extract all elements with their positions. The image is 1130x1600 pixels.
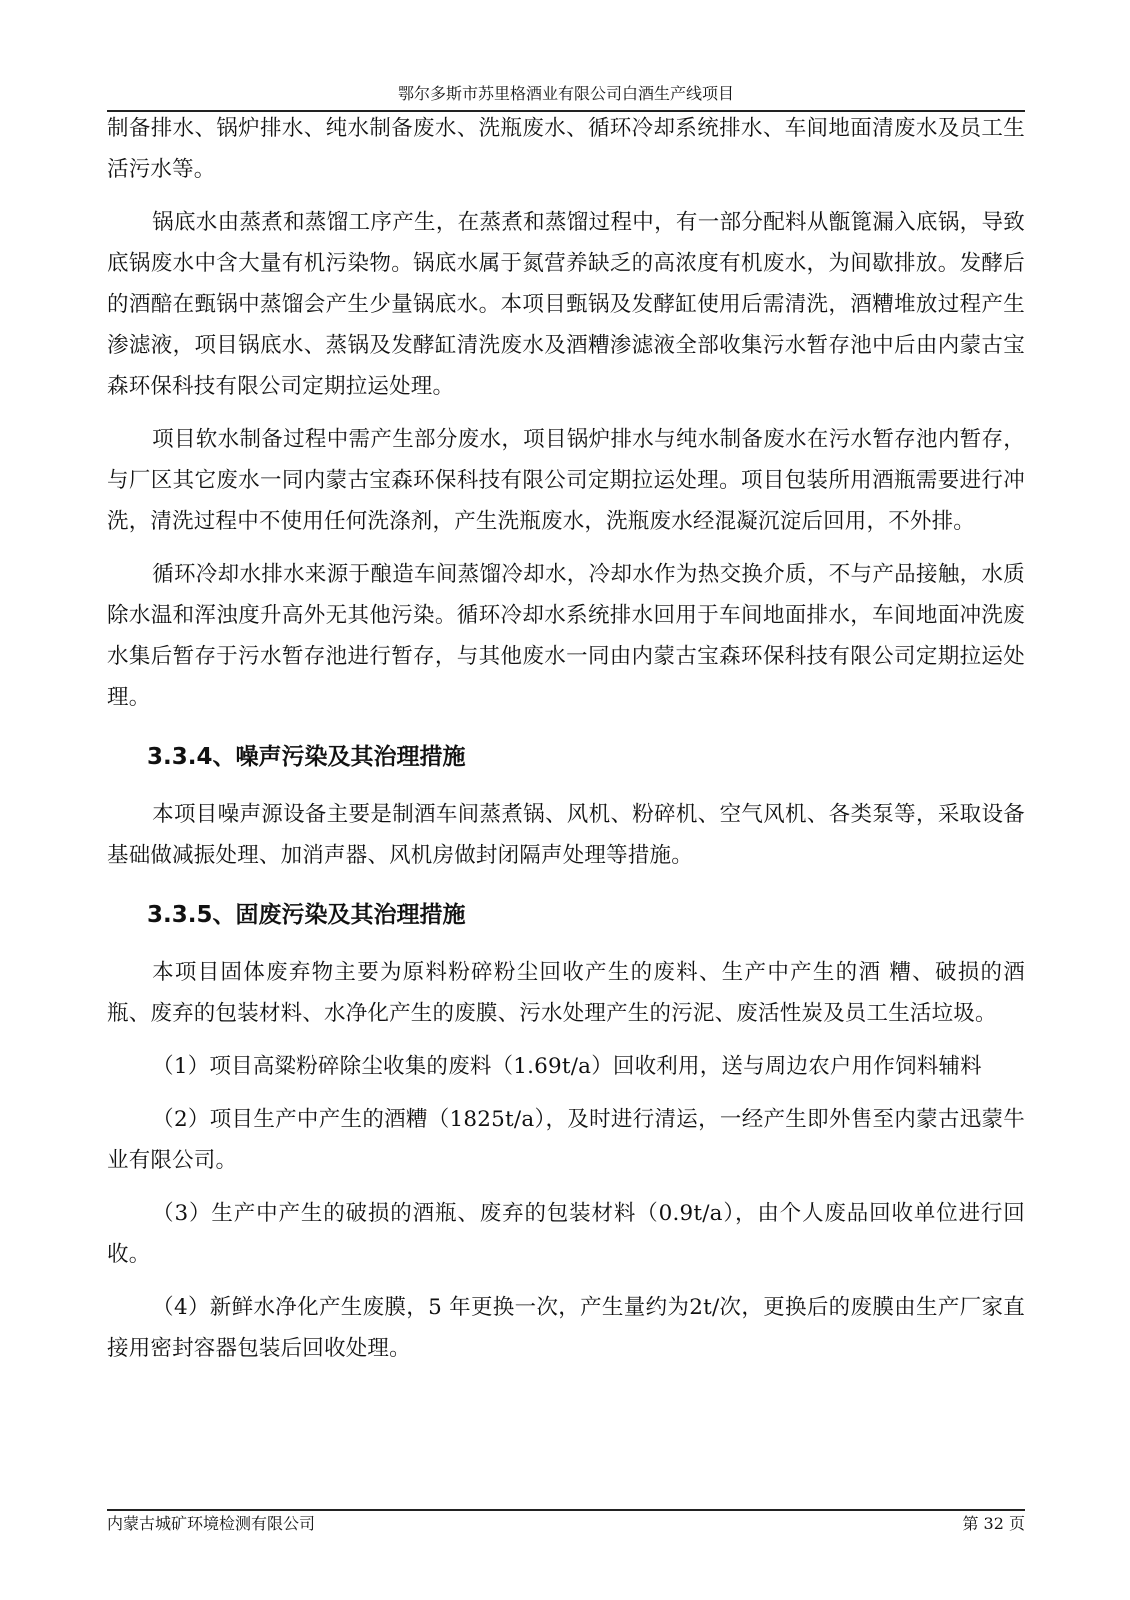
list-item-2: （2）项目生产中产生的酒糟（1825t/a），及时进行清运，一经产生即外售至内蒙古迅蒙牛业有限公司。: [107, 1107, 1025, 1173]
page-footer: [107, 1509, 1025, 1533]
paragraph-5: 本项目噪声源设备主要是制酒车间蒸煮锅、风机、粉碎机、空气风机、各类泵等，采取设备基础做减振处理、加消声器、风机房做封闭隔声处理等措施。: [107, 802, 1025, 868]
section-heading-3-3-5: 3.3.5、固废污染及其治理措施: [147, 902, 466, 928]
header-title: 鄂尔多斯市苏里格酒业有限公司白酒生产线项目: [397, 84, 734, 103]
paragraph-2: 锅底水由蒸煮和蒸馏工序产生，在蒸煮和蒸馏过程中，有一部分配料从甑篦漏入底锅，导致底锅废水中含大量有机污染物。锅底水属于氮营养缺乏的高浓度有机废水，为间歇排放。发酵后的酒醅在甄锅中蒸馏会产生少量锅底水。本项目甄锅及发酵缸使用后需清洗，酒糟堆放过程产生渗滤液，项目锅底水、蒸锅及发酵缸清洗废水及酒糟渗滤液全部收集污水暂存池中后由内蒙古宝森环保科技有限公司定期拉运处理。: [107, 210, 1025, 399]
paragraph-6: 本项目固体废弃物主要为原料粉碎粉尘回收产生的废料、生产中产生的酒 糟、破损的酒瓶、废弃的包装材料、水净化产生的废膜、污水处理产生的污泥、废活性炭及员工生活垃圾。: [107, 960, 1025, 1026]
paragraph-4: 循环冷却水排水来源于酿造车间蒸馏冷却水，冷却水作为热交换介质，不与产品接触，水质除水温和浑浊度升高外无其他污染。循环冷却水系统排水回用于车间地面排水，车间地面冲洗废水集后暂存于污水暂存池进行暂存，与其他废水一同由内蒙古宝森环保科技有限公司定期拉运处理。: [107, 562, 1025, 710]
list-item-1: （1）项目高粱粉碎除尘收集的废料（1.69t/a）回收利用，送与周边农户用作饲料辅料: [152, 1054, 982, 1079]
footer-company: 内蒙古城矿环境检测有限公司: [107, 1514, 316, 1533]
paragraph-1: 制备排水、锅炉排水、纯水制备废水、洗瓶废水、循环冷却系统排水、车间地面清废水及员工生活污水等。: [107, 116, 1025, 182]
page-number: 第 32 页: [962, 1514, 1025, 1533]
list-item-3: （3）生产中产生的破损的酒瓶、废弃的包装材料（0.9t/a），由个人废品回收单位进行回收。: [107, 1201, 1025, 1267]
list-item-4: （4）新鲜水净化产生废膜，5 年更换一次，产生量约为2t/次，更换后的废膜由生产厂家直接用密封容器包装后回收处理。: [107, 1295, 1025, 1361]
section-heading-3-3-4: 3.3.4、噪声污染及其治理措施: [147, 744, 466, 770]
paragraph-3: 项目软水制备过程中需产生部分废水，项目锅炉排水与纯水制备废水在污水暂存池内暂存，与厂区其它废水一同内蒙古宝森环保科技有限公司定期拉运处理。项目包装所用酒瓶需要进行冲洗，清洗过程中不使用任何洗涤剂，产生洗瓶废水，洗瓶废水经混凝沉淀后回用，不外排。: [107, 427, 1025, 534]
page-content: [107, 108, 1025, 1381]
